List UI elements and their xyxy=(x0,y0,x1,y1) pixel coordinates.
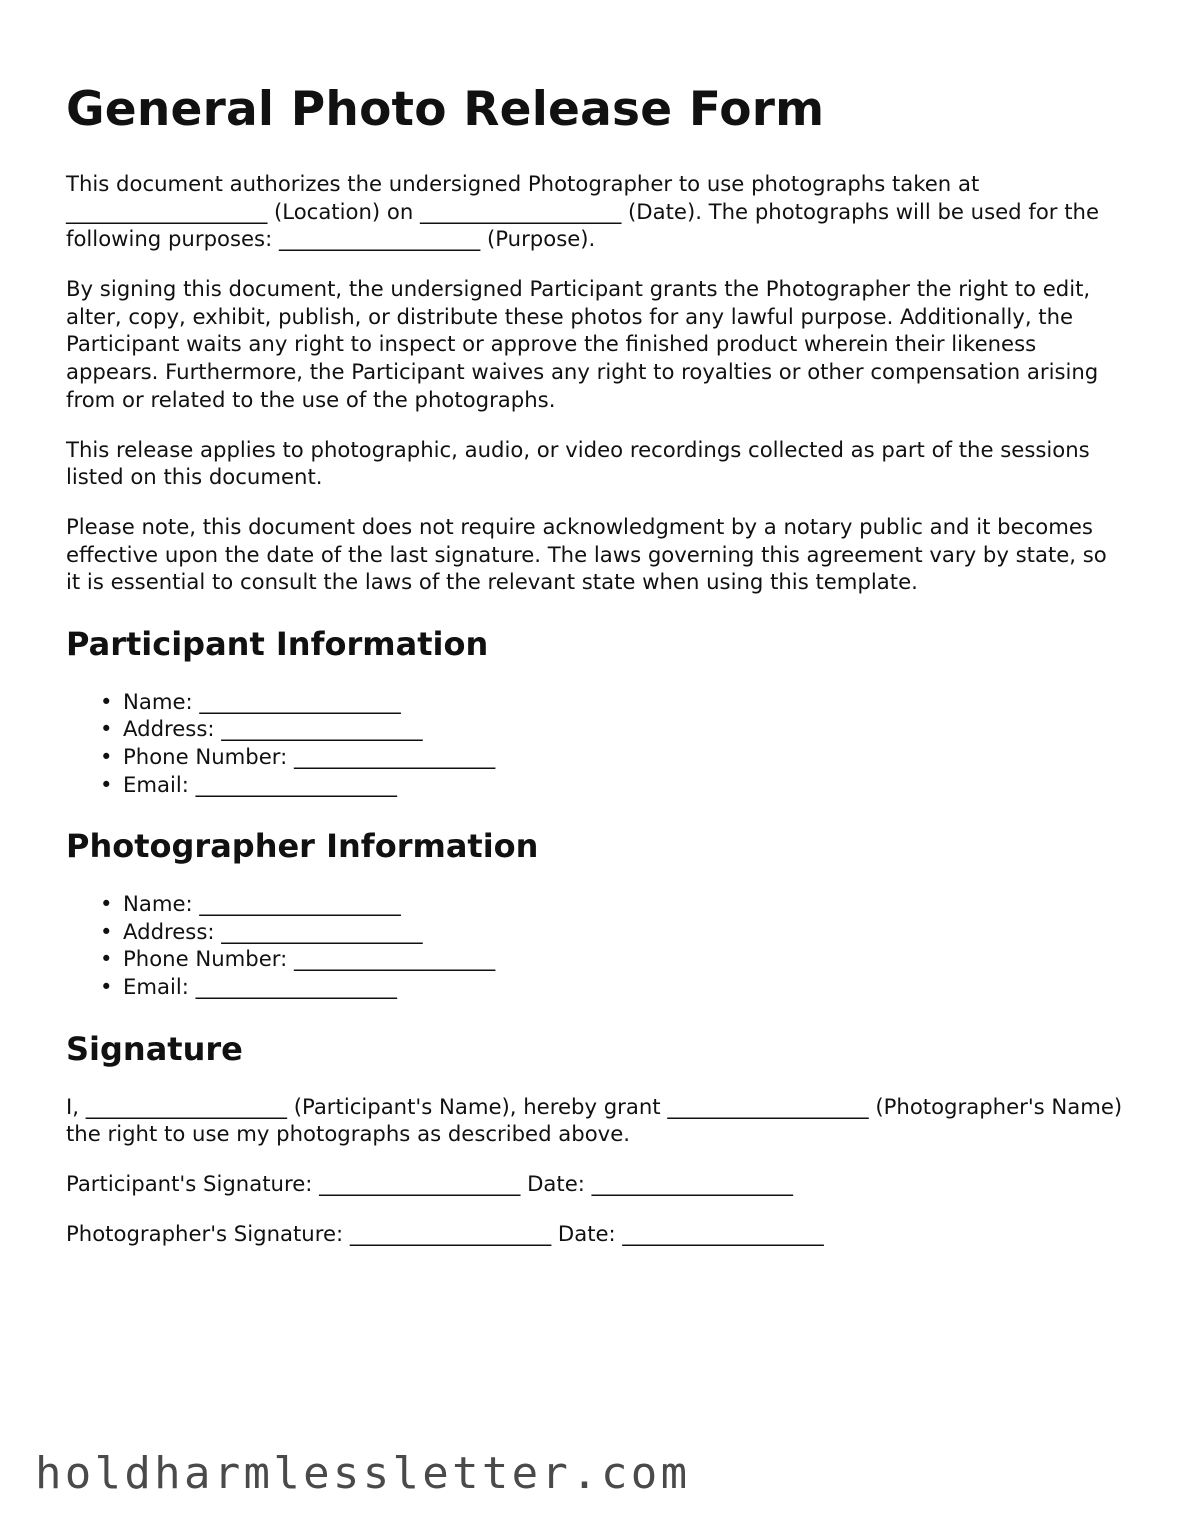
participant-heading: Participant Information xyxy=(66,624,489,663)
photographer-email-field: • Email: ___________________ xyxy=(100,974,397,1000)
bullet-icon: • xyxy=(100,688,113,714)
bullet-icon: • xyxy=(100,716,113,742)
photographer-info-list xyxy=(66,890,1126,1000)
photographer-address-field: • Address: ___________________ xyxy=(100,918,423,944)
scope-paragraph: This release applies to photographic, audio, or video recordings collected as part of the sessions listed on this document. xyxy=(66,436,1090,490)
photographer-signature-line: Photographer's Signature: ___________________ Date: ___________________ xyxy=(66,1221,824,1247)
bullet-icon: • xyxy=(100,771,113,797)
bullet-icon: • xyxy=(100,744,113,770)
bullet-icon: • xyxy=(100,891,113,917)
participant-address-field: • Address: ___________________ xyxy=(100,716,423,742)
site-watermark: holdharmlessletter.com xyxy=(35,1448,691,1499)
grant-statement: I, ___________________ (Participant's Name), hereby grant ___________________ (Photographer's Name) the right to use my photographs as described above. xyxy=(66,1093,1123,1147)
intro-paragraph: This document authorizes the undersigned Photographer to use photographs taken at ___________________ (Location) on ___________________ (Date). The photographs will be used for the following purposes: ___________________ (Purpose). xyxy=(66,171,1099,252)
participant-signature-line: Participant's Signature: ___________________ Date: ___________________ xyxy=(66,1171,793,1197)
photographer-phone-field: • Phone Number: ___________________ xyxy=(100,946,496,972)
bullet-icon: • xyxy=(100,946,113,972)
bullet-icon: • xyxy=(100,918,113,944)
participant-name-field: • Name: ___________________ xyxy=(100,688,401,714)
photographer-heading: Photographer Information xyxy=(66,827,539,866)
participant-info-list xyxy=(66,688,1126,798)
bullet-icon: • xyxy=(100,974,113,1000)
participant-phone-field: • Phone Number: ___________________ xyxy=(100,744,496,770)
page-title: General Photo Release Form xyxy=(66,82,825,137)
signature-heading: Signature xyxy=(66,1029,243,1068)
document-page xyxy=(66,80,1126,1270)
participant-email-field: • Email: ___________________ xyxy=(100,771,397,797)
photographer-name-field: • Name: ___________________ xyxy=(100,891,401,917)
notary-paragraph: Please note, this document does not require acknowledgment by a notary public and it becomes effective upon the date of the last signature. The laws governing this agreement vary by state, so it is essential to consult the laws of the relevant state when using this template. xyxy=(66,514,1107,595)
rights-paragraph: By signing this document, the undersigned Participant grants the Photographer the right to edit, alter, copy, exhibit, publish, or distribute these photos for any lawful purpose. Additionally, the Participant waits any right to inspect or approve the finished product wherein their likeness appears. Furthermore, the Participant waives any right to royalties or other compensation arising from or related to the use of the photographs. xyxy=(66,276,1099,412)
